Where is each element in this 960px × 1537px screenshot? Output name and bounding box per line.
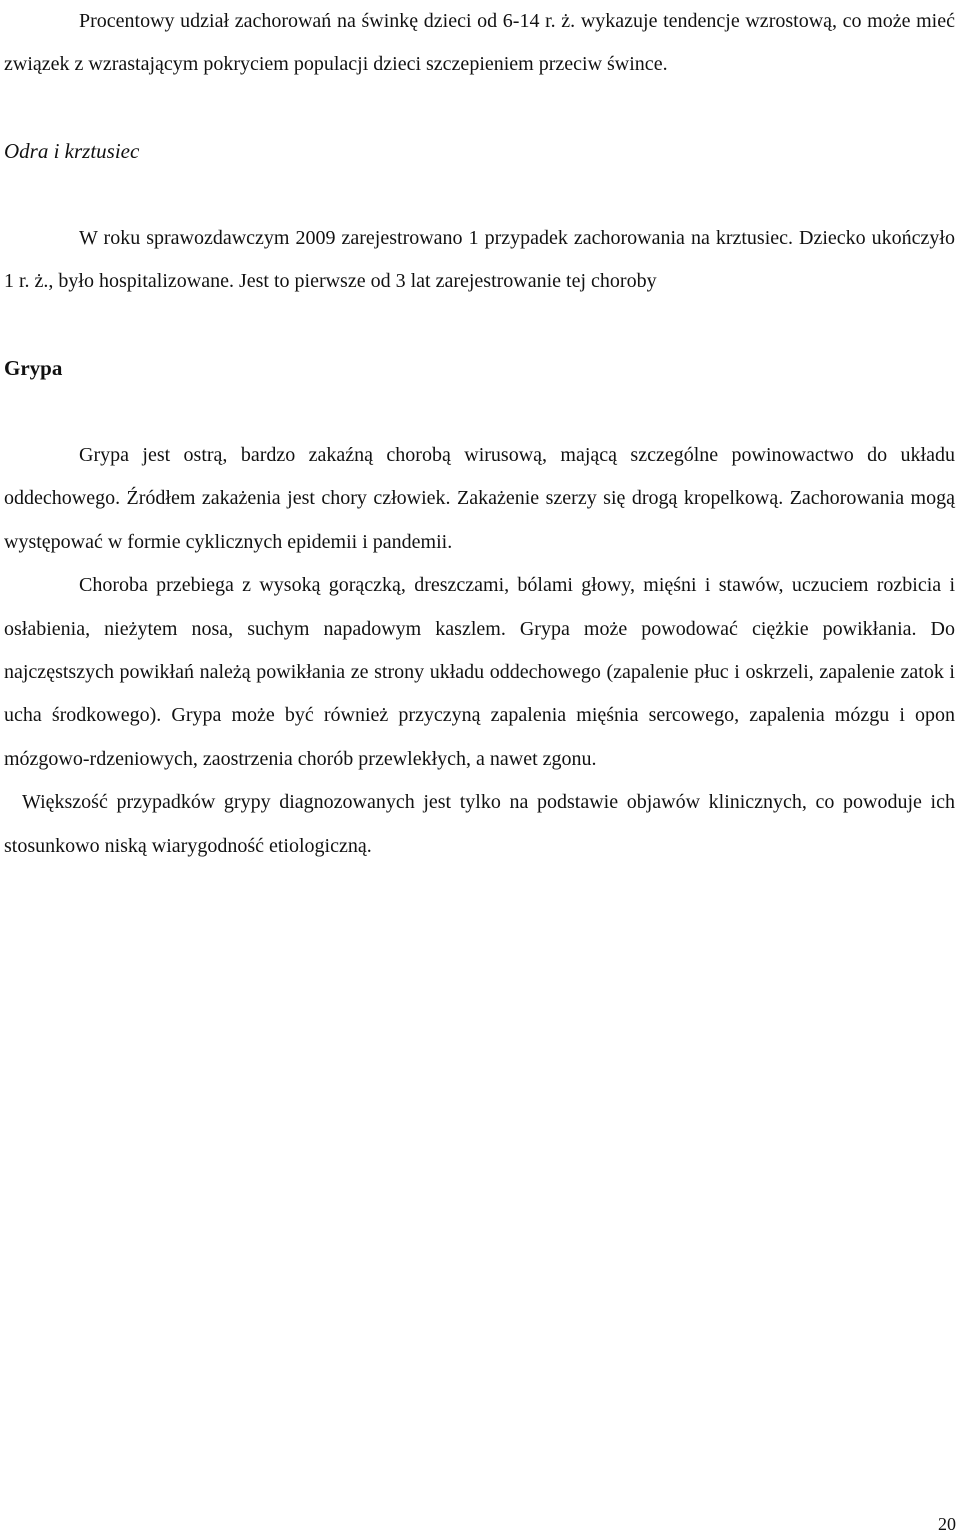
- paragraph-influenza-diagnosis: Większość przypadków grypy diagnozowanych jest tylko na podstawie objawów klinicznych, co powoduje ich stosunkowo niską wiarygodność etiologiczną.: [4, 791, 955, 857]
- paragraph-influenza-symptoms: Choroba przebiega z wysoką gorączką, dreszczami, bólami głowy, mięśni i stawów, uczuciem rozbicia i osłabienia, nieżytem nosa, suchym napadowym kaszlem. Grypa może powodować ciężkie powikłania. Do najczęstszych powikłań należą powikłania ze strony układu oddechowego (zapalenie płuc i oskrzeli, zapalenie zatok i ucha środkowego). Grypa może być również przyczyną zapalenia mięśnia sercowego, zapalenia mózgu i opon mózgowo-rdzeniowych, zaostrzenia chorób przewlekłych, a nawet zgonu.: [4, 574, 955, 770]
- spacer: [4, 174, 955, 217]
- heading-influenza: Grypa: [4, 356, 63, 381]
- paragraph-influenza-definition: Grypa jest ostrą, bardzo zakaźną chorobą wirusową, mającą szczególne powinowactwo do układu oddechowego. Źródłem zakażenia jest chory człowiek. Zakażenie szerzy się drogą kropelkową. Zachorowania mogą występować w formie cyklicznych epidemii i pandemii.: [4, 444, 955, 553]
- spacer: [4, 87, 955, 130]
- spacer: [4, 391, 955, 434]
- spacer: [4, 304, 955, 347]
- paragraph-pertussis-case: W roku sprawozdawczym 2009 zarejestrowano 1 przypadek zachorowania na krztusiec. Dziecko ukończyło 1 r. ż., było hospitalizowane. Jest to pierwsze od 3 lat zarejestrowanie tej choroby: [4, 227, 955, 293]
- paragraph-mumps-trend: Procentowy udział zachorowań na świnkę dzieci od 6-14 r. ż. wykazuje tendencje wzrostową, co może mieć związek z wzrastającym pokryciem populacji dzieci szczepieniem przeciw śwince.: [4, 10, 955, 76]
- heading-measles-pertussis: Odra i krztusiec: [4, 139, 140, 164]
- document-page: [4, 0, 955, 868]
- page-number: 20: [938, 1514, 956, 1534]
